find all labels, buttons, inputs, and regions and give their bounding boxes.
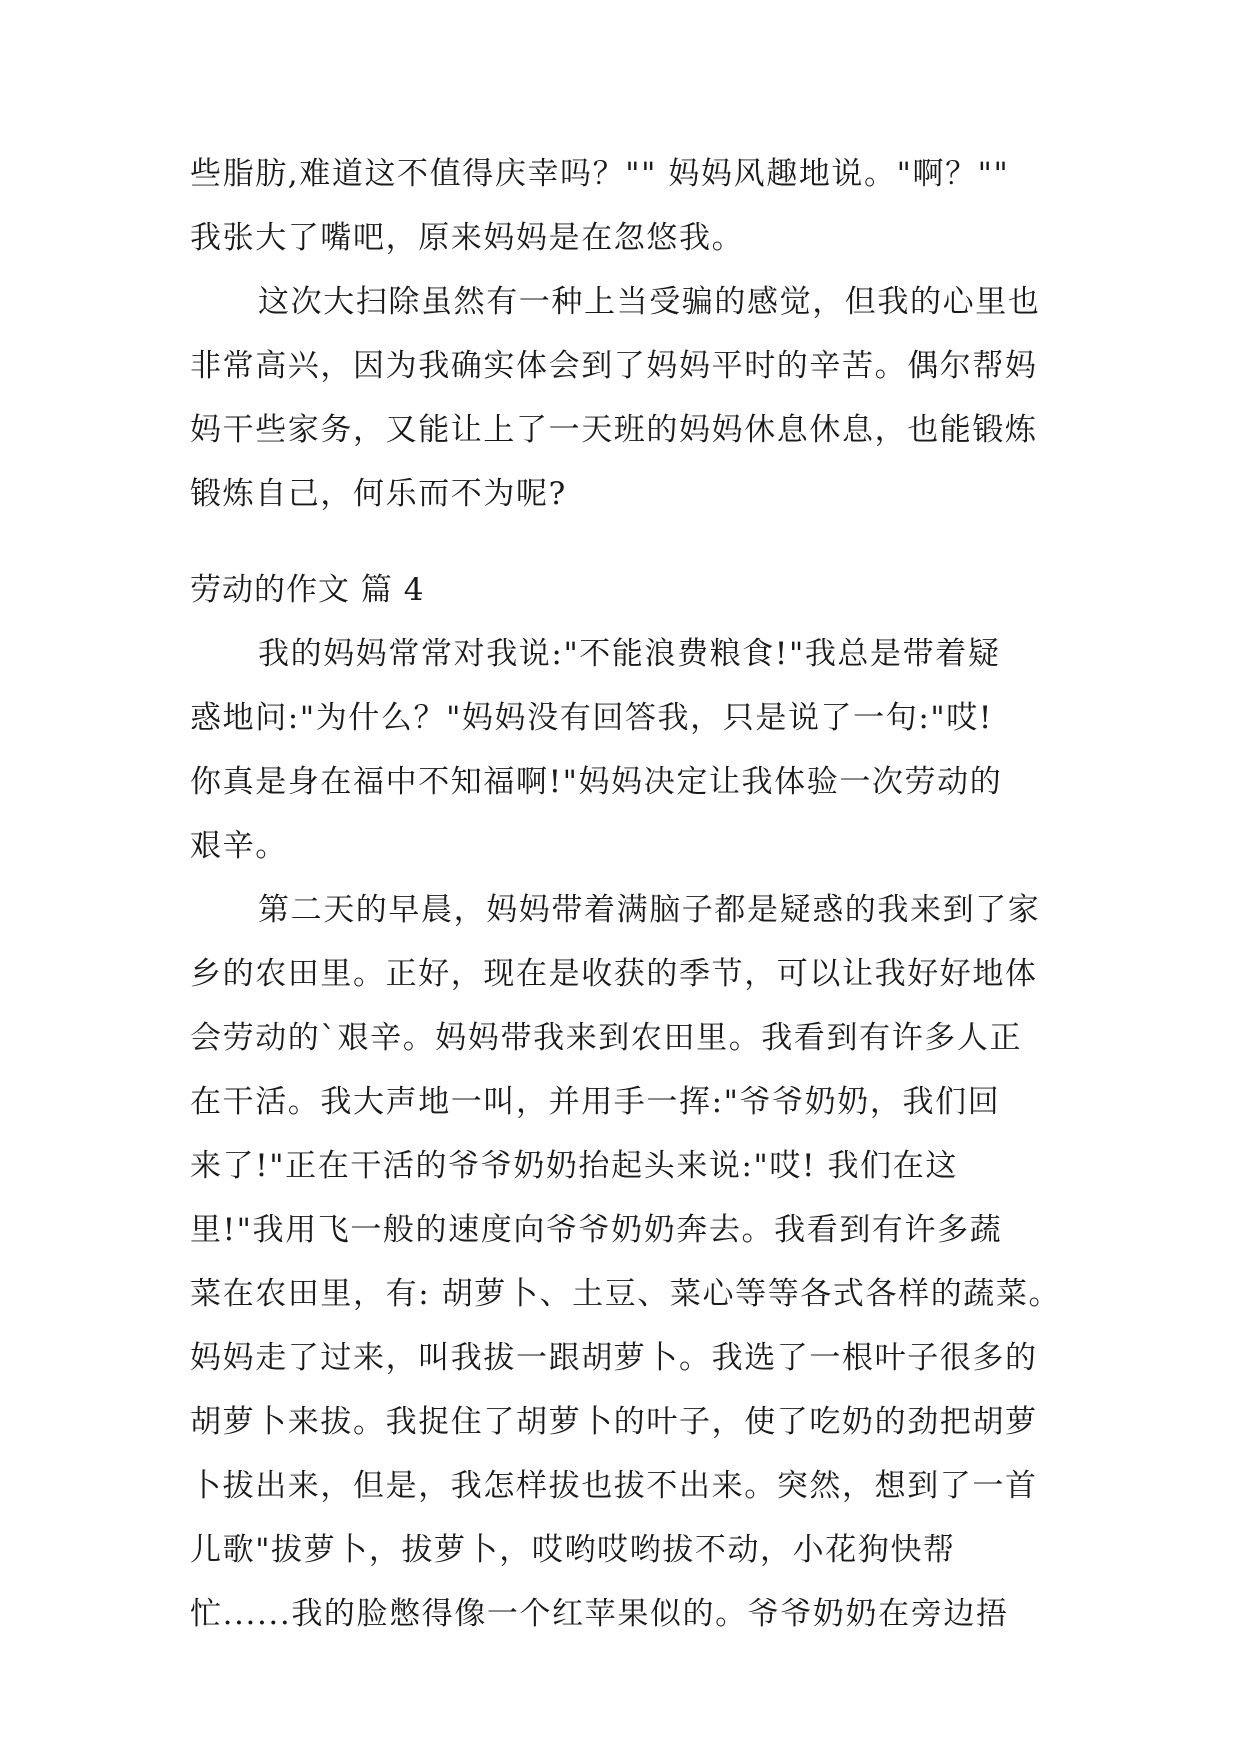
text-line: 艰辛。 bbox=[190, 828, 288, 864]
text-line: 惑地问:"为什么？"妈妈没有回答我，只是说了一句:"哎! bbox=[190, 700, 993, 736]
text-line: 你真是身在福中不知福啊!"妈妈决定让我体验一次劳动的 bbox=[190, 764, 1003, 800]
text-line: 胡萝卜来拔。我捉住了胡萝卜的叶子，使了吃奶的劲把胡萝 bbox=[190, 1404, 1038, 1440]
paragraph-start-line: 第二天的早晨，妈妈带着满脑子都是疑惑的我来到了家 bbox=[258, 892, 1041, 928]
text-line: 会劳动的`艰辛。妈妈带我来到农田里。我看到有许多人正 bbox=[190, 1020, 1023, 1056]
text-line: 菜在农田里，有: 胡萝卜、土豆、菜心等等各式各样的蔬菜。 bbox=[190, 1276, 1062, 1312]
text-line: 里!"我用飞一般的速度向爷爷奶奶奔去。我看到有许多蔬 bbox=[190, 1212, 1003, 1248]
text-line: 儿歌"拔萝卜，拔萝卜，哎哟哎哟拔不动，小花狗快帮 bbox=[190, 1532, 956, 1568]
text-line: 非常高兴，因为我确实体会到了妈妈平时的辛苦。偶尔帮妈 bbox=[190, 348, 1038, 384]
text-line: 卜拔出来，但是，我怎样拔也拔不出来。突然，想到了一首 bbox=[190, 1468, 1038, 1504]
section-heading: 劳动的作文 篇 4 bbox=[190, 572, 425, 608]
text-line: 妈妈走了过来，叫我拔一跟胡萝卜。我选了一根叶子很多的 bbox=[190, 1340, 1038, 1376]
text-line: 些脂肪,难道这不值得庆幸吗？"" 妈妈风趣地说。"啊？"" bbox=[190, 156, 1010, 192]
text-line: 妈干些家务，又能让上了一天班的妈妈休息休息，也能锻炼 bbox=[190, 412, 1038, 448]
paragraph-start-line: 这次大扫除虽然有一种上当受骗的感觉，但我的心里也 bbox=[258, 284, 1041, 320]
text-line: 来了!"正在干活的爷爷奶奶抬起头来说:"哎! 我们在这 bbox=[190, 1148, 958, 1184]
text-line: 乡的农田里。正好，现在是收获的季节，可以让我好好地体 bbox=[190, 956, 1038, 992]
text-line: 锻炼自己，何乐而不为呢? bbox=[190, 476, 567, 512]
text-line: 忙......我的脸憋得像一个红苹果似的。爷爷奶奶在旁边捂 bbox=[190, 1596, 1009, 1632]
paragraph-start-line: 我的妈妈常常对我说:"不能浪费粮食!"我总是带着疑 bbox=[258, 636, 1001, 672]
text-line: 我张大了嘴吧，原来妈妈是在忽悠我。 bbox=[190, 220, 745, 256]
text-line: 在干活。我大声地一叫，并用手一挥:"爷爷奶奶，我们回 bbox=[190, 1084, 1001, 1120]
